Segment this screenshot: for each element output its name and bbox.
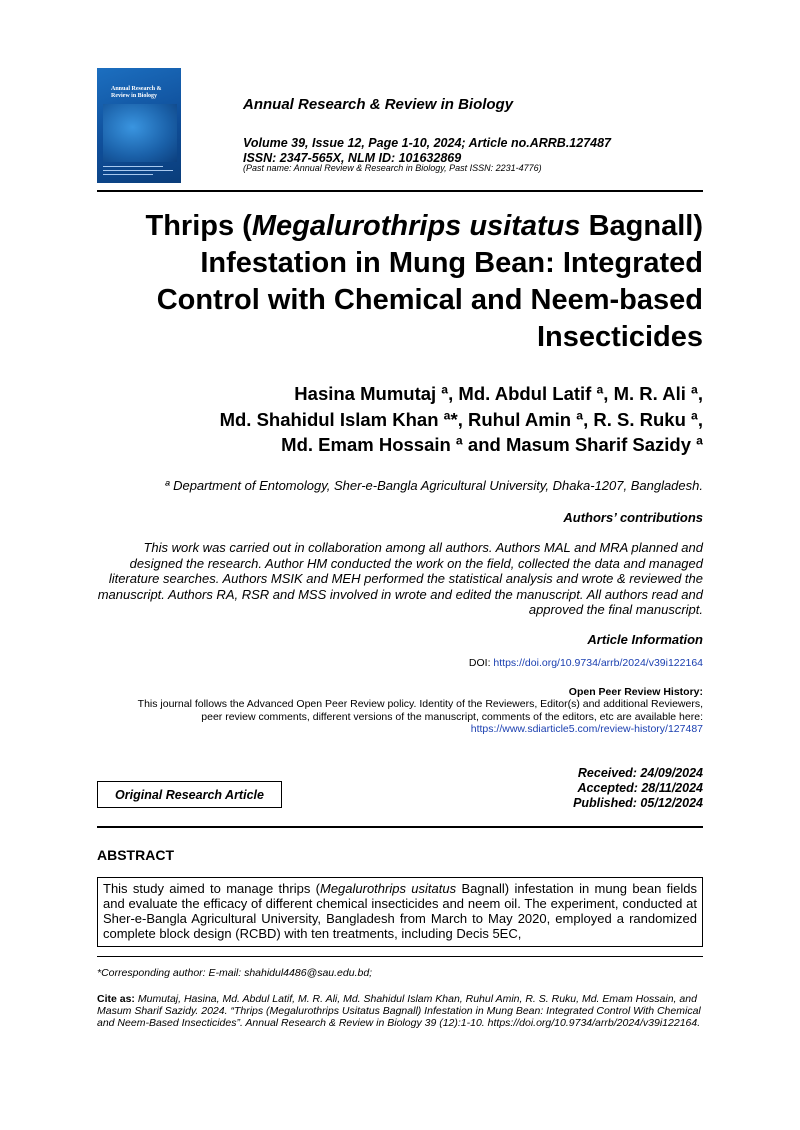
cover-text-line (103, 166, 163, 167)
abstract-species: Megalurothrips usitatus (319, 881, 457, 896)
abstract-heading: ABSTRACT (97, 847, 174, 863)
contributions-text: This work was carried out in collaboration among all authors. Authors MAL and MRA planned and designed the research. Author HM conducted the work on the field, collected the data and managed literature searches. Authors MSIK and MEH performed the statistical analysis and wrote & reviewed the manuscript. Authors RA, RSR and MSS involved in wrote and edited the manuscript. All authors read and approved the final manuscript. (97, 540, 703, 617)
cite-label: Cite as: (97, 993, 135, 1005)
published-date: Published: 05/12/2024 (573, 796, 703, 810)
citation: Cite as: Mumutaj, Hasina, Md. Abdul Latif, M. R. Ali, Md. Shahidul Islam Khan, Ruhul Amin, R. S. Ruku, Md. Emam Hossain, and Masum Sharif Sazidy. 2024. “Thrips (Megalurothrips Usitatus Bagnall) Infestation in Mung Bean: Integrated Control With Chemical and Neem-Based Insecticides”. Annual Research & Review in Biology 39 (12):1-10. https://doi.org/10.9734/arrb/2024/v39i122164. (97, 993, 701, 1029)
review-history-link[interactable]: https://www.sdiarticle5.com/review-history/127487 (470, 723, 703, 735)
cover-text-line (103, 174, 153, 175)
peer-review-heading: Open Peer Review History: (568, 686, 703, 698)
footnote-divider (97, 956, 703, 957)
cover-title: Annual Research & Review in Biology (111, 86, 162, 99)
received-date: Received: 24/09/2024 (577, 766, 703, 780)
past-name: (Past name: Annual Review & Research in Biology, Past ISSN: 2231-4776) (243, 163, 542, 173)
abstract-box: This study aimed to manage thrips (Megalurothrips usitatus Bagnall) infestation in mung bean fields and evaluate the efficacy of different chemical insecticides and neem oil. The experiment, conducted at Sher-e-Bangla Agricultural University, Bangladesh from March to May 2020, employed a randomized complete block design (RCBD) with ten treatments, including Decis 5EC, (97, 877, 703, 947)
article-type-badge: Original Research Article (97, 781, 282, 808)
contributions-heading: Authors’ contributions (563, 510, 703, 525)
cover-text-line (103, 170, 173, 171)
abstract-divider (97, 826, 703, 828)
corresponding-author: *Corresponding author: E-mail: shahidul4486@sau.edu.bd; (97, 967, 373, 979)
journal-cover-image (97, 68, 181, 183)
author-line: Md. Emam Hossain ª and Masum Sharif Sazidy ª (281, 434, 703, 455)
journal-name: Annual Research & Review in Biology (243, 96, 514, 113)
author-line: Hasina Mumutaj ª, Md. Abdul Latif ª, M. R. Ali ª, (294, 383, 703, 404)
article-dates (400, 766, 703, 811)
author-line: Md. Shahidul Islam Khan ª*, Ruhul Amin ª, R. S. Ruku ª, (219, 408, 703, 430)
doi-link[interactable]: https://doi.org/10.9734/arrb/2024/v39i122164 (493, 657, 703, 669)
volume-line: Volume 39, Issue 12, Page 1-10, 2024; Article no.ARRB.127487 (243, 136, 611, 150)
article-title: Thrips (Megalurothrips usitatus Bagnall) Infestation in Mung Bean: Integrated Control with Chemical and Neem-based Insecticides (145, 210, 703, 353)
header-divider (97, 190, 703, 192)
author-list (97, 381, 703, 458)
affiliation: ª Department of Entomology, Sher-e-Bangla Agricultural University, Dhaka-1207, Bangladesh. (164, 478, 703, 493)
cover-artwork (103, 104, 177, 162)
title-species: Megalurothrips usitatus (251, 210, 581, 242)
doi-line: DOI: https://doi.org/10.9734/arrb/2024/v39i122164 (468, 657, 703, 669)
issn-line: ISSN: 2347-565X, NLM ID: 101632869 (243, 151, 462, 165)
volume-info (243, 136, 611, 166)
accepted-date: Accepted: 28/11/2024 (577, 781, 703, 795)
peer-review-text: This journal follows the Advanced Open Peer Review policy. Identity of the Reviewers, Editor(s) and additional Reviewers, peer review comments, different versions of the manuscript, comments of the editors, etc are available here: https://www.sdiarticle5.com/review-history/127487 (97, 698, 703, 736)
article-info-heading: Article Information (587, 632, 703, 647)
